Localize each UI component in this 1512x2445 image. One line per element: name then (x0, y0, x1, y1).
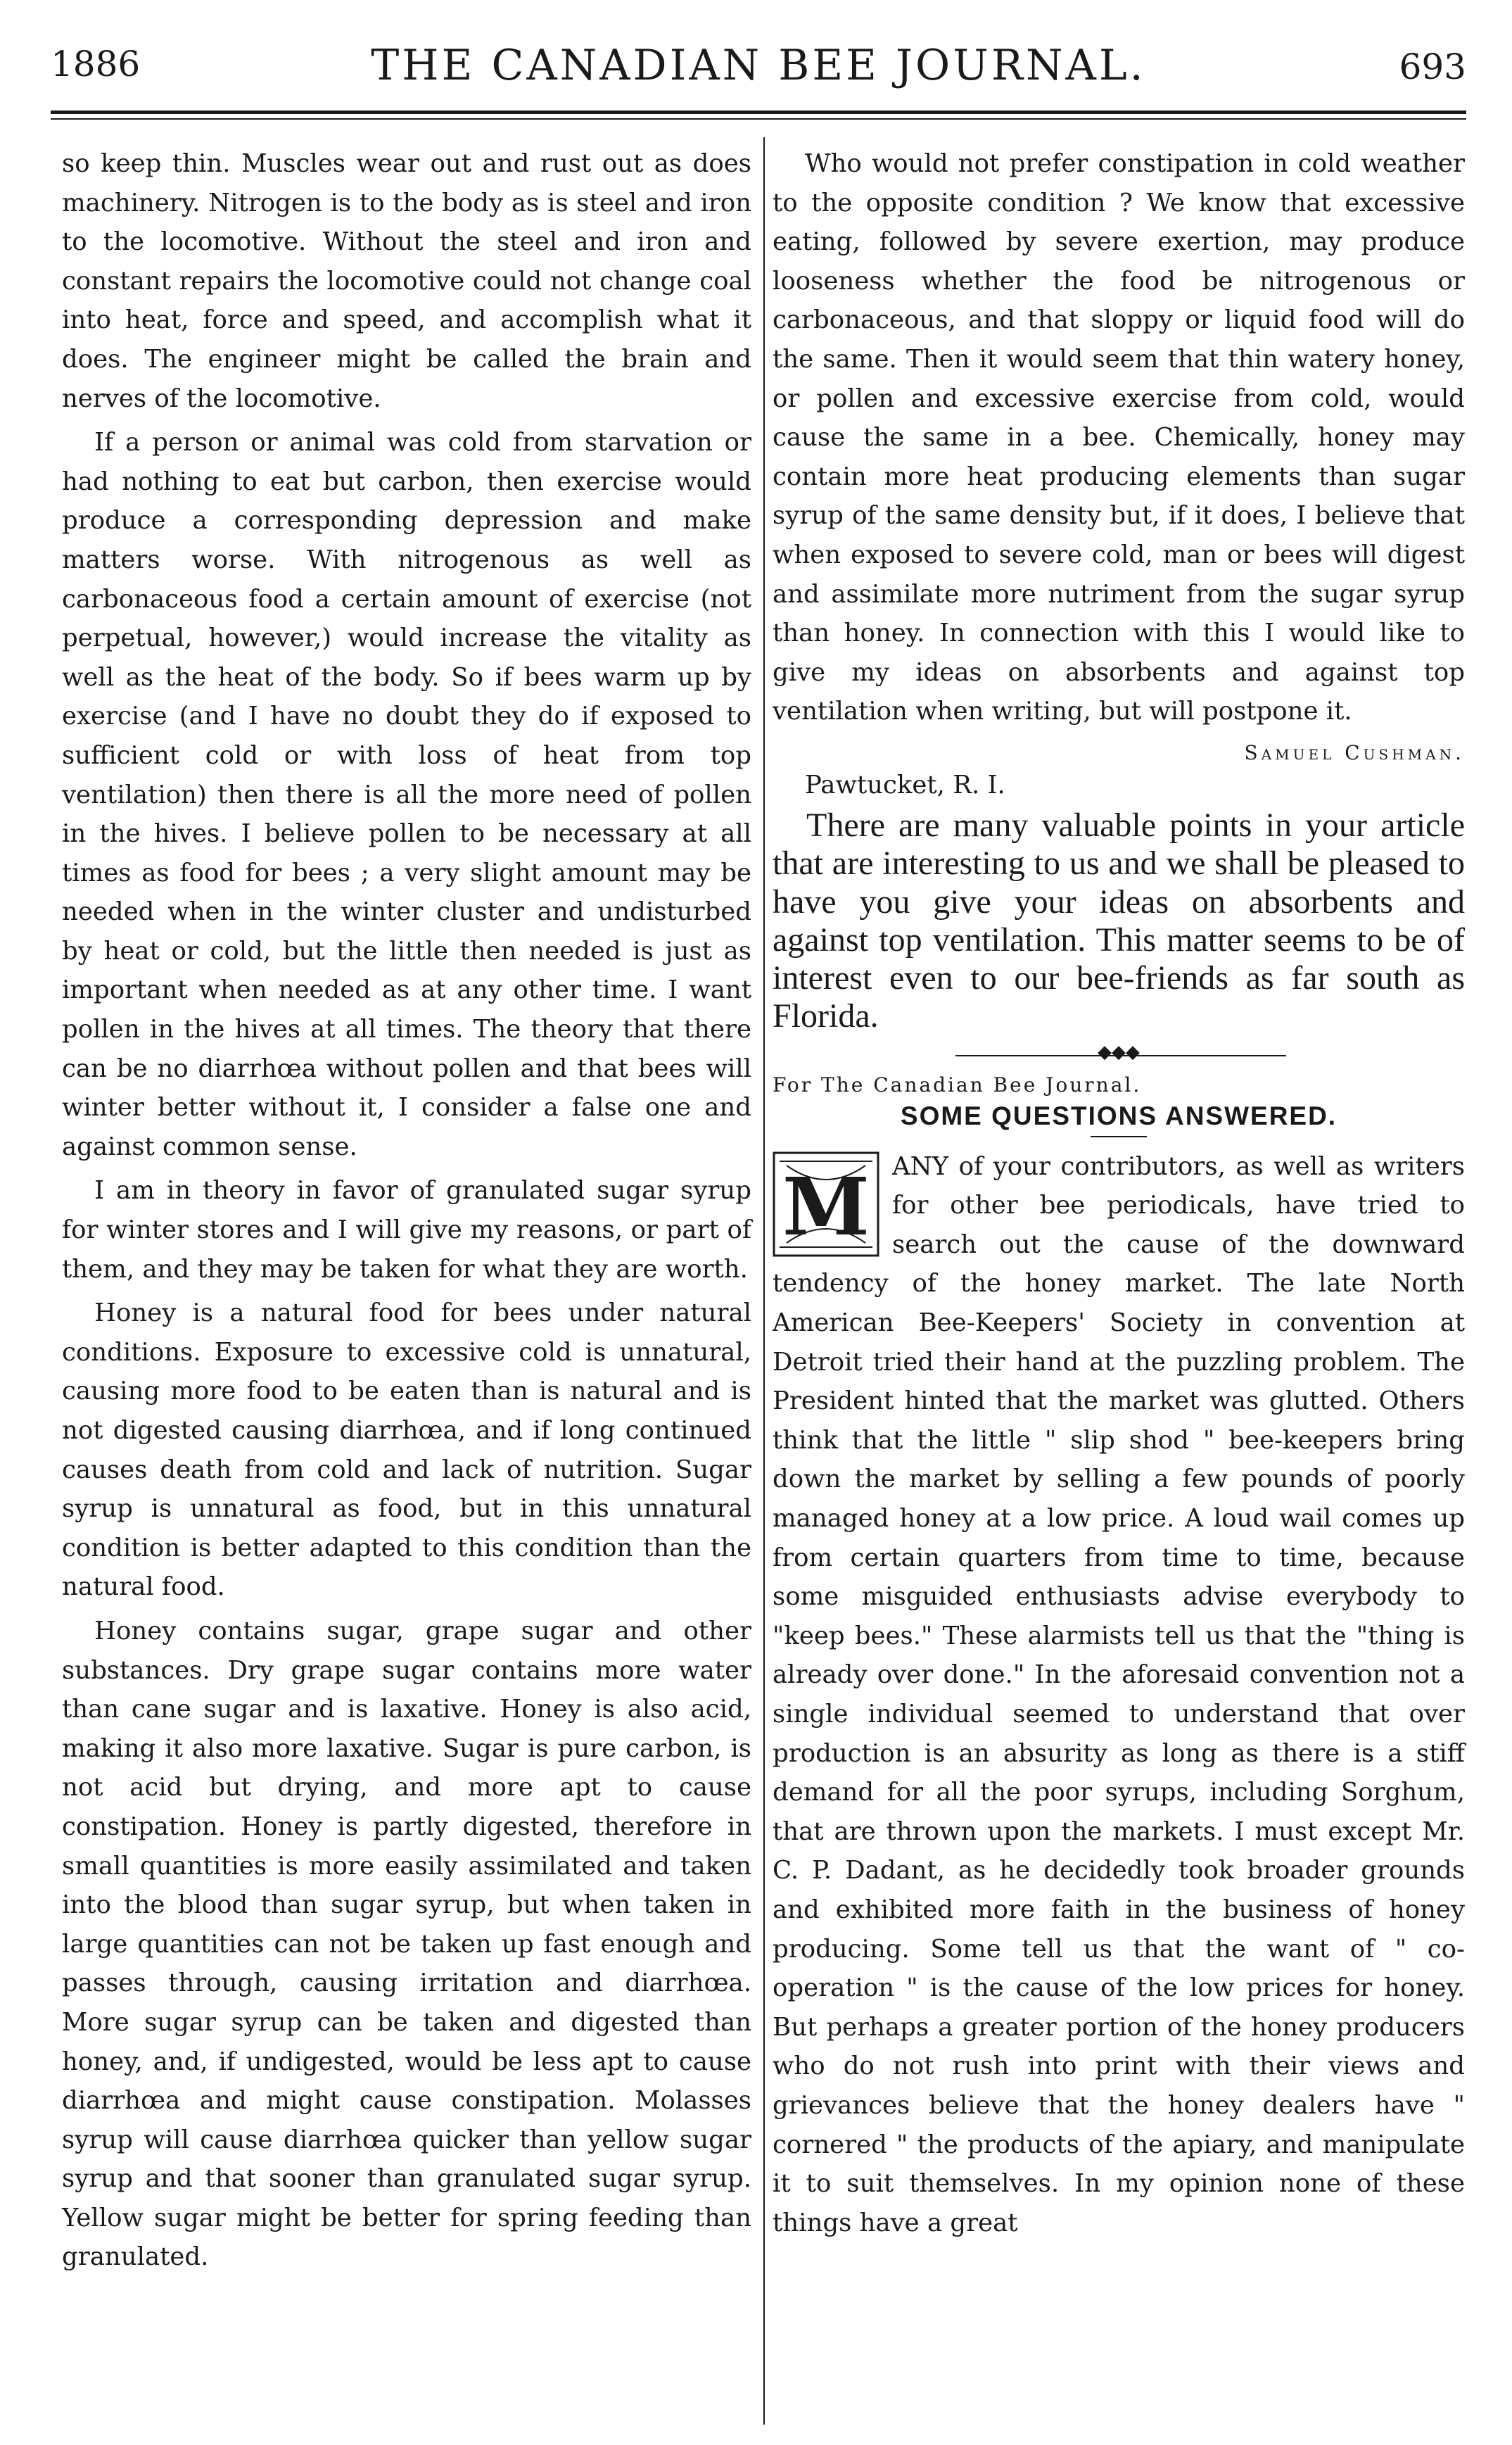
heading-rule (1091, 1136, 1147, 1137)
left-paragraph-1: so keep thin. Muscles wear out and rust out as does machinery. Nitrogen is to the body as is steel and iron to the locomotive. Without the steel and iron and constant repairs the locomotive could not change coal into heat, force and speed, and accomplish what it does. The engineer might be called the brain and nerves of the locomotive. (62, 149, 751, 413)
section-heading: SOME QUESTIONS ANSWERED. (900, 1101, 1338, 1130)
section-source: For The Canadian Bee Journal. (773, 1073, 1142, 1097)
page-year: 1886 (51, 44, 141, 84)
column-divider (763, 137, 765, 2425)
editor-note: There are many valuable points in your article that are interesting to us and we shall be pleased to have you give your ideas on absorbents and against top ventilation. This matter seems to be of interest even to our bee-friends as far south as Florida. (773, 806, 1465, 1035)
right-column (773, 144, 1465, 2242)
dropcap-letter: M (782, 1161, 870, 1253)
article-opening (773, 1147, 1465, 2243)
left-paragraph-2: If a person or animal was cold from starvation or had nothing to eat but carbon, then exercise would produce a corresponding depression and make matters worse. With nitrogenous as well as carbonaceous food a certain amount of exercise (not perpetual, however,) would increase the vitality as well as the heat of the body. So if bees warm up by exercise (and I have no doubt they do if exposed to sufficient cold or with loss of heat from top ventilation) then there is all the more need of pollen in the hives. I believe pollen to be necessary at all times as food for bees ; a very slight amount may be needed when in the winter cluster and undisturbed by heat or cold, but the little then needed is just as important when needed as at any other time. I want pollen in the hives at all times. The theory that there can be no diarrhœa without pollen and that bees will winter better without it, I consider a false one and against common sense. (62, 428, 751, 1161)
left-paragraph-4: Honey is a natural food for bees under natural conditions. Exposure to excessive cold is unnatural, causing more food to be eaten than is natural and is not digested causing diarrhœa, and if long continued causes death from cold and lack of nutrition. Sugar syrup is unnatural as food, but in this unnatural condition is better adapted to this condition than the natural food. (62, 1299, 751, 1602)
header-rule-thin (51, 118, 1466, 120)
page-header (51, 37, 1466, 107)
left-paragraph-5: Honey contains sugar, grape sugar and other substances. Dry grape sugar contains more water than cane sugar and is laxative. Honey is also acid, making it also more laxative. Sugar is pure carbon, is not acid but drying, and more apt to cause constipation. Honey is partly digested, therefore in small quantities is more easily assimilated and taken into the blood than sugar syrup, but when taken in large quantities can not be taken up fast enough and passes through, causing irritation and diarrhœa. More sugar syrup can be taken and digested than honey, and, if undigested, would be less apt to cause diarrhœa and might cause constipation. Molasses syrup will cause diarrhœa quicker than yellow sugar syrup and that sooner than granulated sugar syrup. Yellow sugar might be better for spring feeding than granulated. (62, 1616, 751, 2272)
dropcap-ornament (773, 1151, 879, 1257)
divider-ornament-icon: ◆◆◆ (1098, 1041, 1140, 1063)
section-divider (773, 1041, 1465, 1068)
author-location: Pawtucket, R. I. (805, 770, 1005, 800)
left-column (62, 144, 751, 2282)
page-number: 693 (1399, 46, 1466, 87)
journal-title: THE CANADIAN BEE JOURNAL. (371, 41, 1146, 90)
article-body: ANY of your contributors, as well as writers for other bee periodicals, have tried to search out the cause of the downward tendency of the honey market. The late North American Bee-Keepers' Society in convention at Detroit tried their hand at the puzzling problem. The President hinted that the market was glutted. Others think that the little " slip shod " bee-keepers bring down the market by selling a few pounds of poorly managed honey at a low price. A loud wail comes up from certain quarters from time to time, because some misguided enthusiasts advise everybody to "keep bees." These alarmists tell us that the "thing is already over done." In the aforesaid convention not a single individual seemed to understand that over production is an absurity as long as there is a stiff demand for all the poor syrups, including Sorghum, that are thrown upon the markets. I must except Mr. C. P. Dadant, as he decidedly took broader grounds and exhibited more faith in the business of honey producing. Some tell us that the want of " co-operation " is the cause of the low prices for honey. But perhaps a greater portion of the honey producers who do not rush into print with their views and grievances believe that the honey dealers have " cornered " the products of the apiary, and manipulate it to suit themselves. In my opinion none of these things have a great (773, 1151, 1465, 2237)
header-rule-thick (51, 110, 1466, 114)
left-paragraph-3: I am in theory in favor of granulated sugar syrup for winter stores and I will give my reasons, or part of them, and they may be taken for what they are worth. (62, 1176, 751, 1284)
right-continuation-paragraph: Who would not prefer constipation in cold weather to the opposite condition ? We know that excessive eating, followed by severe exertion, may produce looseness whether the food be nitrogenous or carbonaceous, and that sloppy or liquid food will do the same. Then it would seem that thin watery honey, or pollen and excessive exercise from cold, would cause the same in a bee. Chemically, honey may contain more heat producing elements than sugar syrup of the same density but, if it does, I believe that when exposed to severe cold, man or bees will digest and assimilate more nutriment from the sugar syrup than honey. In connection with this I would like to give my ideas on absorbents and against top ventilation when writing, but will postpone it. (773, 149, 1465, 726)
author-signature: Samuel Cushman. (1244, 740, 1465, 764)
dropcap-m-icon (773, 1151, 879, 1257)
